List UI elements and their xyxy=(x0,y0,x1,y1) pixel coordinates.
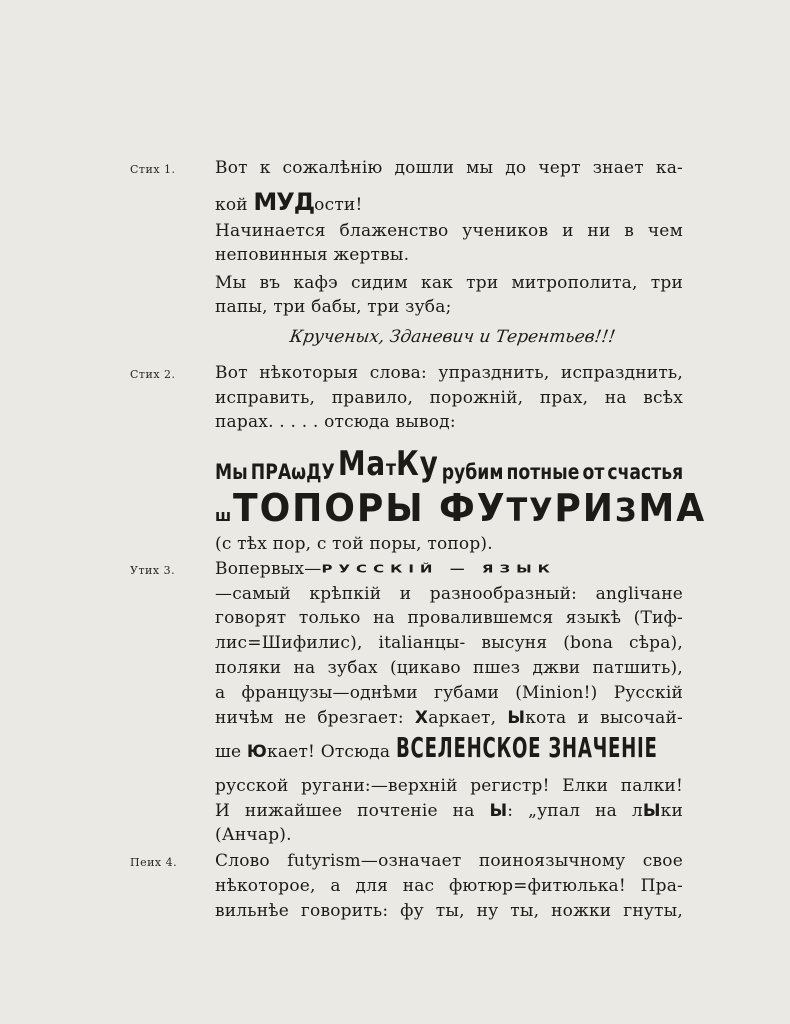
display-word: Мы xyxy=(215,460,248,484)
text-line: И нижайшее почтеніе на Ы: „упал на лЫки xyxy=(215,801,684,821)
text-line: Слово futyrism—означает поиноязычному свое xyxy=(215,851,683,871)
text-line: (с тѣх пор, с той поры, топор). xyxy=(215,534,493,554)
text-line: (Анчар). xyxy=(215,825,292,845)
text-line: Вот к сожалѣнію дошли мы до черт знает ка- xyxy=(215,158,683,178)
text-line: ничѣм не брезгает: Харкает, Ыкота и высочай- xyxy=(215,708,683,728)
text-line: русской ругани:—верхній регистр! Елки палки! xyxy=(215,776,683,796)
bold-letter: Ы xyxy=(507,708,526,728)
text-line: Вот нѣкоторыя слова: упразднить, испразднить, xyxy=(215,363,683,383)
display-word: потные xyxy=(506,460,580,484)
display-word: МатКу xyxy=(337,444,439,484)
text-line xyxy=(215,190,683,217)
text-line: говорят только на провалившемся языкѣ (Тиф- xyxy=(215,608,683,628)
text-line: папы, три бабы, три зуба; xyxy=(215,297,452,317)
display-word: ПРАѡДУ xyxy=(250,460,335,484)
text-line: исправить, правило, порожній, прах, на всѣх xyxy=(215,388,683,408)
text-line: лис=Шифилис), italiанцы- высуня (bona сѣра), xyxy=(215,633,683,653)
mud-bold-word: МУД xyxy=(253,188,315,216)
display-headline-1 xyxy=(215,444,683,484)
text-fragment: ости! xyxy=(314,195,363,215)
text-line: —самый крѣпкій и разнообразный: angliчане xyxy=(215,584,683,604)
universal-meaning-ornate: ВСЕЛЕНСКОЕ ЗНАЧЕНІЕ xyxy=(395,731,658,764)
verse-marker-3: Утих 3. xyxy=(130,564,176,577)
text-fragment: Вопервых— xyxy=(215,559,322,579)
text-line: поляки на зубах (цикаво пшез джви патшить), xyxy=(215,658,683,678)
text-line: вильнѣе говорить: фу ты, ну ты, ножки гнуты, xyxy=(215,901,683,921)
display-word: ТОПОРЫ xyxy=(233,486,425,530)
verse-marker-2: Стих 2. xyxy=(130,368,176,381)
text-line: Мы въ кафэ сидим как три митрополита, три xyxy=(215,273,683,293)
display-word: от xyxy=(582,460,605,484)
verse-marker-1: Стих 1. xyxy=(130,163,176,176)
text-fragment: кой xyxy=(215,195,254,215)
display-word: ФУТУРИЗМА xyxy=(439,486,707,530)
display-word: счастья xyxy=(607,460,684,484)
russian-language-blocky: РУССКІЙ — ЯЗЫК xyxy=(321,562,556,576)
text-line: Начинается блаженство учеников и ни в чем xyxy=(215,221,683,241)
verse-marker-4: Пеих 4. xyxy=(130,856,178,869)
bold-letter: Х xyxy=(414,708,429,728)
bold-letter: Ю xyxy=(246,742,268,762)
display-word: рубим xyxy=(441,460,504,484)
display-letter: ш xyxy=(215,506,234,525)
text-line: нѣкоторое, а для нас фютюр=фитюлька! Пра- xyxy=(215,876,683,896)
bold-letter: Ы xyxy=(642,801,661,821)
text-line: а французы—однѣми губами (Minion!) Русскій xyxy=(215,683,683,703)
text-line: парах. . . . . отсюда вывод: xyxy=(215,412,456,432)
text-line xyxy=(215,557,683,581)
authors-signature: Крученых, Зданевич и Терентьев!!! xyxy=(288,327,617,347)
display-headline-2 xyxy=(215,486,706,530)
text-line: неповинныя жертвы. xyxy=(215,245,410,265)
text-line: ше Юкает! Отсюда ВСЕЛЕНСКОЕ ЗНАЧЕНІЕ xyxy=(215,731,658,764)
bold-letter: Ы xyxy=(489,801,508,821)
